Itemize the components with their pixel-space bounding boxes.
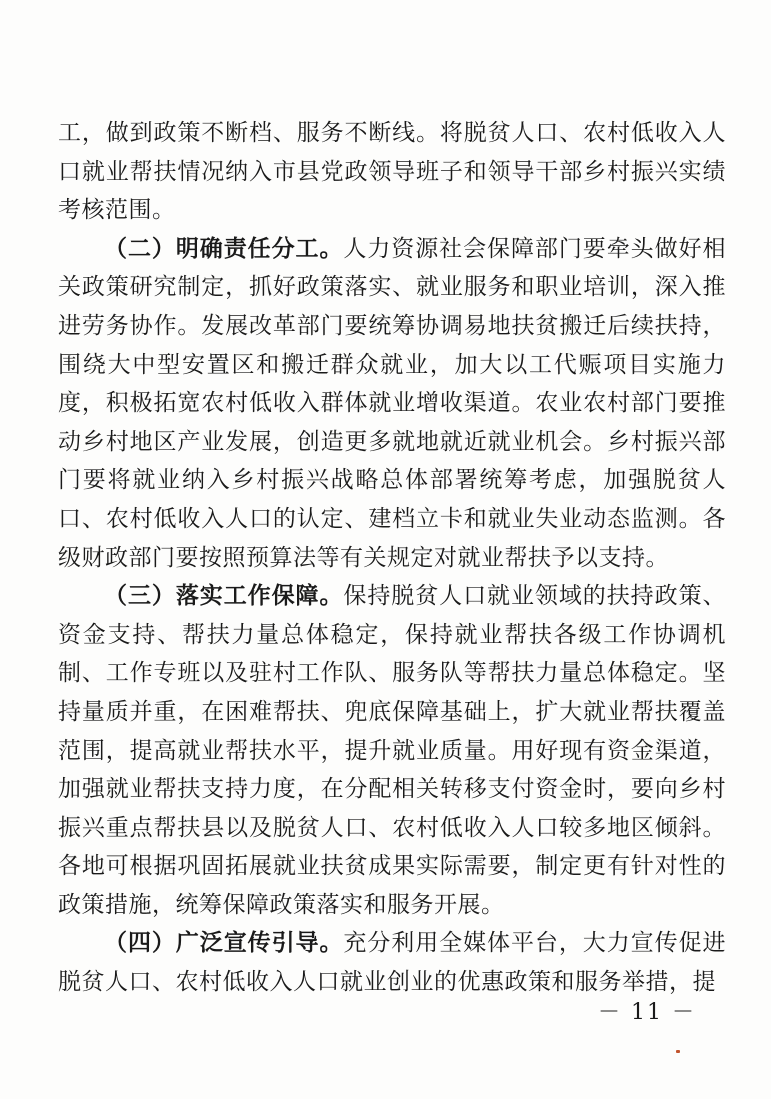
paragraph-text: 工，做到政策不断档、服务不断线。将脱贫人口、农村低收入人口就业帮扶情况纳入市县党政领导班子和领导干部乡村振兴实绩考核范围。 <box>58 120 726 224</box>
paragraph-work-guarantee <box>58 577 726 924</box>
paragraph-publicity <box>58 924 726 1001</box>
section-heading: （二）明确责任分工。 <box>104 235 344 262</box>
document-body <box>58 114 726 1002</box>
paragraph-responsibilities <box>58 230 726 577</box>
paragraph-continuation <box>58 114 726 230</box>
paragraph-text: 充分利用全媒体平台，大力宣传促进脱贫人口、农村低收入人口就业创业的优惠政策和服务举措，提 <box>58 930 727 996</box>
section-heading: （三）落实工作保障。 <box>104 583 344 610</box>
page-number: － 11 － <box>598 1000 696 1025</box>
paragraph-text: 人力资源社会保障部门要牵头做好相关政策研究制定，抓好政策落实、就业服务和职业培训，深入推进劳务协作。发展改革部门要统筹协调易地扶贫搬迁后续扶持，围绕大中型安置区和搬迁群众就业，加大以工代赈项目实施力度，积极拓宽农村低收入群体就业增收渠道。农业农村部门要推动乡村地区产业发展，创造更多就地就近就业机会。乡村振兴部门要将就业纳入乡村振兴战略总体部署统筹考虑，加强脱贫人口、农村低收入人口的认定、建档立卡和就业失业动态监测。各级财政部门要按照预算法等有关规定对就业帮扶予以支持。 <box>58 235 727 571</box>
scan-speck <box>676 1050 680 1053</box>
section-heading: （四）广泛宣传引导。 <box>104 930 344 957</box>
paragraph-text: 保持脱贫人口就业领域的扶持政策、资金支持、帮扶力量总体稳定，保持就业帮扶各级工作协调机制、工作专班以及驻村工作队、服务队等帮扶力量总体稳定。坚持量质并重，在困难帮扶、兜底保障基础上，扩大就业帮扶覆盖范围，提高就业帮扶水平，提升就业质量。用好现有资金渠道，加强就业帮扶支持力度，在分配相关转移支付资金时，要向乡村振兴重点帮扶县以及脱贫人口、农村低收入人口较多地区倾斜。各地可根据巩固拓展就业扶贫成果实际需要，制定更有针对性的政策措施，统筹保障政策落实和服务开展。 <box>58 583 727 918</box>
